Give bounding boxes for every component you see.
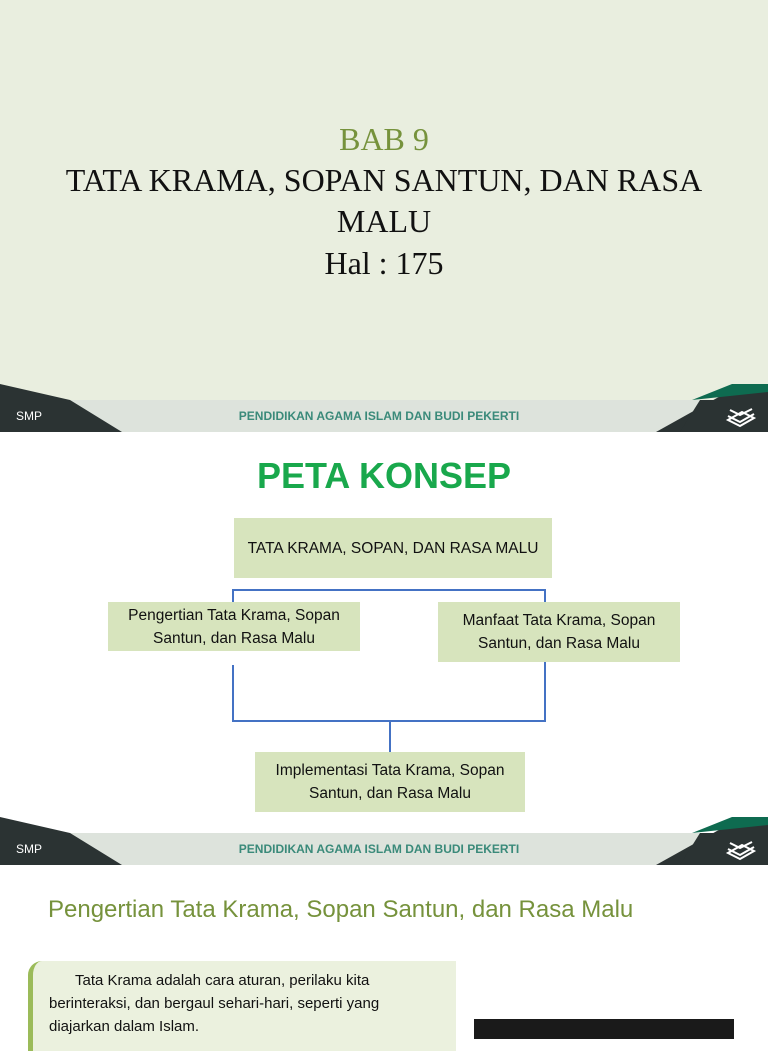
slide-footer	[0, 384, 768, 432]
book-stack-icon	[726, 406, 756, 428]
section-title: Pengertian Tata Krama, Sopan Santun, dan Rasa Malu	[48, 896, 634, 923]
definition-textbox	[28, 961, 456, 1051]
chapter-label: BAB 9	[339, 121, 429, 157]
concept-map-title: PETA KONSEP	[256, 455, 512, 496]
footer-band	[0, 817, 768, 865]
concept-benefit-node: Manfaat Tata Krama, Sopan Santun, dan Rasa Malu	[438, 602, 680, 662]
footer-subject: PENDIDIKAN AGAMA ISLAM DAN BUDI PEKERTI	[238, 842, 520, 856]
concept-root-node: TATA KRAMA, SOPAN, DAN RASA MALU	[234, 518, 552, 578]
title-block	[0, 118, 768, 284]
book-stack-icon	[726, 839, 756, 861]
footer-level: SMP	[16, 409, 43, 423]
definition-slide	[0, 866, 768, 1035]
slide-footer	[0, 817, 768, 865]
title-slide	[0, 0, 768, 432]
footer-subject: PENDIDIKAN AGAMA ISLAM DAN BUDI PEKERTI	[238, 409, 520, 423]
illustration-image	[474, 1019, 734, 1039]
footer-band	[0, 384, 768, 432]
page-reference: Hal : 175	[324, 245, 444, 281]
definition-paragraph: Tata Krama adalah cara aturan, perilaku kita berinteraksi, dan bergaul sehari-hari, seperti yang diajarkan dalam Islam.	[49, 972, 380, 1035]
concept-map-slide	[0, 433, 768, 865]
concept-implementation-node: Implementasi Tata Krama, Sopan Santun, dan Rasa Malu	[255, 752, 525, 812]
concept-definition-node: Pengertian Tata Krama, Sopan Santun, dan Rasa Malu	[108, 602, 360, 651]
footer-level: SMP	[16, 842, 43, 856]
slide-title: TATA KRAMA, SOPAN SANTUN, DAN RASA MALU	[65, 162, 703, 239]
